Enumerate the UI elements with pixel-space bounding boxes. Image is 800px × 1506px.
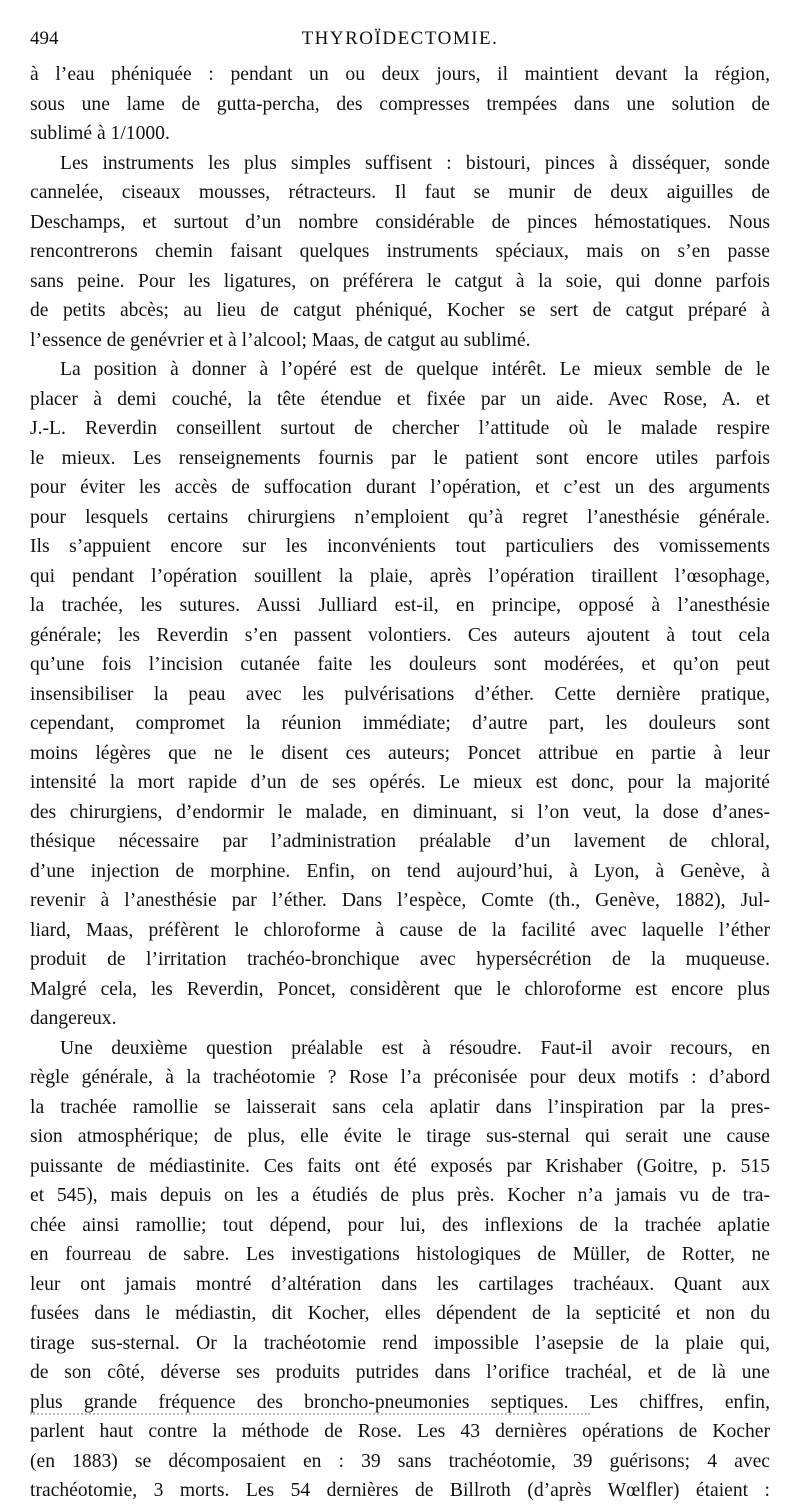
text-line: La position à donner à l’opéré est de quelque intérêt. Le mieux semble de le xyxy=(60,359,770,380)
text-line: J.-L. Reverdin conseillent surtout de chercher l’attitude où le malade respire xyxy=(30,418,770,439)
text-line: leur ont jamais montré d’altération dans les cartilages trachéaux. Quant aux xyxy=(30,1273,770,1295)
text-line: Les instruments les plus simples suffisent : bistouri, pinces à disséquer, sonde xyxy=(60,152,770,174)
text-line: (en 1883) se décomposaient en : 39 sans trachéotomie, 39 guérisons; 4 avec xyxy=(30,1450,770,1472)
text-line: placer à demi couché, la tête étendue et fixée par un aide. Avec Rose, A. et xyxy=(30,388,770,410)
running-title: THYROÏDECTOMIE. xyxy=(301,28,499,49)
text-line: intensité la mort rapide d’un de ses opérés. Le mieux est donc, pour la majorité xyxy=(30,772,770,793)
text-line: cependant, compromet la réunion immédiate; d’autre part, les douleurs sont xyxy=(30,713,770,734)
running-head xyxy=(30,22,770,50)
text-line: liard, Maas, préfèrent le chloroforme à cause de la facilité avec laquelle l’éther xyxy=(30,919,770,941)
text-line: sion atmosphérique; de plus, elle évite le tirage sus-sternal qui serait une cause xyxy=(30,1126,770,1147)
text-line: générale; les Reverdin s’en passent volontiers. Ces auteurs ajoutent à tout cela xyxy=(30,624,770,646)
text-line: sans peine. Pour les ligatures, on préférera le catgut à la soie, qui donne parfois xyxy=(30,270,770,292)
text-line: pour lesquels certains chirurgiens n’emploient qu’à regret l’anesthésie générale. xyxy=(30,506,770,528)
text-line: pour éviter les accès de suffocation durant l’opération, et c’est un des arguments xyxy=(30,477,770,498)
text-line: en fourreau de sabre. Les investigations histologiques de Müller, de Rotter, ne xyxy=(30,1244,770,1265)
text-line: insensibiliser la peau avec les pulvérisations d’éther. Cette dernière pratique, xyxy=(30,683,770,705)
text-line: de son côté, déverse ses produits putrides dans l’orifice trachéal, et de là une xyxy=(30,1362,770,1383)
body-text xyxy=(30,60,770,1506)
text-line: règle générale, à la trachéotomie ? Rose l’a préconisée pour deux motifs : d’abord xyxy=(30,1067,770,1088)
text-line: chée ainsi ramollie; tout dépend, pour lui, des inflexions de la trachée aplatie xyxy=(30,1214,770,1236)
page-number: 494 xyxy=(30,28,59,49)
text-line: parlent haut contre la méthode de Rose. Les 43 dernières opérations de Kocher xyxy=(30,1421,770,1442)
text-line: fusées dans le médiastin, dit Kocher, elles dépendent de la septicité et non du xyxy=(30,1303,770,1324)
text-line: cannelée, ciseaux mousses, rétracteurs. Il faut se munir de deux aiguilles de xyxy=(30,182,770,203)
footer-rule xyxy=(30,1413,590,1415)
text-line: d’une injection de morphine. Enfin, on tend aujourd’hui, à Lyon, à Genève, à xyxy=(30,860,770,882)
text-line: Ils s’appuient encore sur les inconvénients tout particuliers des vomissements xyxy=(30,536,770,557)
text-line: plus grande fréquence des broncho-pneumonies septiques. Les chiffres, enfin, xyxy=(30,1391,770,1413)
text-line: l’essence de genévrier et à l’alcool; Maas, de catgut au sublimé. xyxy=(30,329,531,351)
text-line: le mieux. Les renseignements fournis par le patient sont encore utiles parfois xyxy=(30,447,770,469)
text-line: qu’une fois l’incision cutanée faite les douleurs sont modérées, et qu’on peut xyxy=(30,654,770,675)
text-line: Une deuxième question préalable est à résoudre. Faut-il avoir recours, en xyxy=(60,1037,770,1059)
text-line: tirage sus-sternal. Or la trachéotomie rend impossible l’asepsie de la plaie qui, xyxy=(30,1332,770,1354)
text-line: revenir à l’anesthésie par l’éther. Dans l’espèce, Comte (th., Genève, 1882), Jul- xyxy=(30,890,770,911)
text-line: des chirurgiens, d’endormir le malade, en diminuant, si l’on veut, la dose d’anes- xyxy=(30,801,770,823)
text-line: et 545), mais depuis on les a étudiés de plus près. Kocher n’a jamais vu de tra- xyxy=(30,1185,770,1206)
text-line: dangereux. xyxy=(30,1008,117,1029)
text-line: la trachée, les sutures. Aussi Julliard est-il, en principe, opposé à l’anesthésie xyxy=(30,595,770,616)
text-line: de petits abcès; au lieu de catgut phéniqué, Kocher se sert de catgut préparé à xyxy=(30,300,770,321)
text-line: à l’eau phéniquée : pendant un ou deux jours, il maintient devant la région, xyxy=(30,64,770,85)
text-line: Deschamps, et surtout d’un nombre considérable de pinces hémostatiques. Nous xyxy=(30,211,770,233)
text-line: qui pendant l’opération souillent la plaie, après l’opération tiraillent l’œsophage, xyxy=(30,565,770,587)
text-line: produit de l’irritation trachéo-bronchique avec hypersécrétion de la muqueuse. xyxy=(30,949,770,970)
text-line: thésique nécessaire par l’administration préalable d’un lavement de chloral, xyxy=(30,831,770,852)
text-line: moins légères que ne le disent ces auteurs; Poncet attribue en partie à leur xyxy=(30,742,770,764)
text-line: sous une lame de gutta-percha, des compresses trempées dans une solution de xyxy=(30,93,770,115)
text-line: trachéotomie, 3 morts. Les 54 dernières de Billroth (d’après Wœlfler) étaient : xyxy=(30,1480,770,1501)
text-line: la trachée ramollie se laisserait sans cela aplatir dans l’inspiration par la pres- xyxy=(30,1096,770,1118)
text-line: Malgré cela, les Reverdin, Poncet, considèrent que le chloroforme est encore plus xyxy=(30,978,770,1000)
text-line: puissante de médiastinite. Ces faits ont été exposés par Krishaber (Goitre, p. 515 xyxy=(30,1155,770,1177)
text-line: rencontrerons chemin faisant quelques instruments spéciaux, mais on s’en passe xyxy=(30,241,770,262)
book-page xyxy=(30,22,770,1506)
text-line: sublimé à 1/1000. xyxy=(30,123,170,144)
